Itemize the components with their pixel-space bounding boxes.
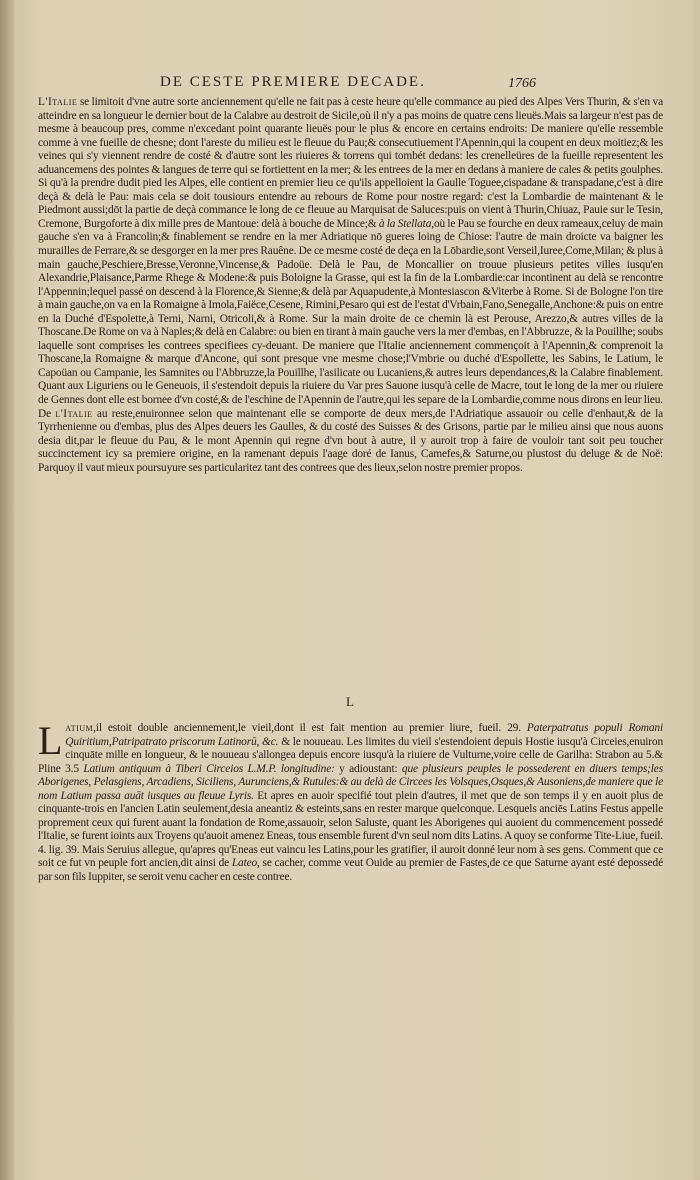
text-run: ,il estoit double anciennement,le vieil,dont il est fait mention au premier liure, fueil. 29. — [93, 722, 527, 734]
text-run: l'Italie — [55, 407, 93, 420]
text-run: ,où le Pau se fourche en deux rameaux,celuy de main gauche s'en va à Francolin;& finablement se rendre en la mer Adriatique nō gueres loing de Chiose: l'autre de main droicte va baigner les murailles de Ferrare,& se desgorger en la mer pres Rauêne. De ce mesme costé de deça en la Lōbardie,sont Verseil,Iuree,Come,Milan; & plus à main gauche,Peschiere,Bresse,Veronne,Vincense,& Padoüe. Delà le Pau, de Moncallier on trouue plusieurs petites villes iusqu'en Alexandrie,Plaisance,Parme Rhege & Modene:& puis Boloigne la Grasse, qui est la fin de la Lombardie:car incontinent au delà se rencontre l'Appennin;lequel passé on descend à la Florence,& Sienne;& delà par Aquapudente,à Montesiascon &Viterbe à Rome. Si de Bologne l'on tire à main gauche,on va en la Romaigne à Imola,Faiëce,Cesene, Rimini,Pesaro qui est de l'estat d'Vrbain,Fano,Senegalle,Anchone:& puis on entre en la Duché d'Espolette,à Terni, Narni, Otricoli,& à Rome. Sur la main droite de ce chemin là est Perouse, Arezzo,& autres villes de la Thoscane.De Rome on va à Naples;& delà en Calabre: ou bien en tirant à main gauche vers la mer d'embas, en l'Abbruzze, & la Pouillhe; soubs laquelle sont comprises les contrees specifiees cy-deuant. De maniere que l'Italie anciennement commençoit à l'Apennin,& comprenoit la Thoscane,la Romaigne & marque d'Ancone, qui sont presque vne mesme chose;l'Vmbrie ou duché d'Espollette, les Sabins, le Latium, le Capoüan ou Campanie, les Samnites ou l'Abbruzze,la Pouillhe, l'asilicate ou Lucaniens,& autres leurs dependances,& la Calabre finablement. Quant aux Liguriens ou le Geneuois, il s'estendoit depuis la riuiere du Var pres Sauone iusqu'à celle de Macre, tout le long de la mer ou riuiere de Gennes dont elle est bornee d'vn costé,& de l'eschine de l'Apennin de l'autre,qui les separe de la Lombardie,comme nous dirons en leur lieu. De — [38, 217, 663, 420]
text-run: L' — [38, 96, 49, 108]
text-run: y adioustant: — [334, 762, 402, 775]
text-run: Latium antiquum à Tiberi Circeios L.M.P. longitudine: — [83, 762, 335, 775]
paragraph-italie-body — [38, 96, 663, 475]
page-gutter-shadow — [0, 0, 14, 1180]
drop-cap-letter: L — [38, 718, 63, 763]
running-head: DE CESTE PREMIERE DECADE. — [160, 74, 426, 90]
paragraph-latium-body — [38, 718, 663, 885]
text-run: , se cacher, comme veut Ouide au premier de Fastes,de ce que Saturne ayant esté depossedé par son fils Iuppiter, se seroit venu cacher en ceste contree. — [38, 857, 663, 884]
section-letter: L — [346, 694, 354, 709]
text-run: atium — [65, 722, 94, 734]
paragraph-italie — [38, 96, 663, 696]
text-run: que plusieurs peuples le possederent en diuers temps;les Aborigenes, Pelasgiens, Arcadiens, Siciliens, Aurunciens,& Rutules:& au delà de Circees les Volsques,Osques,& Ausoniens,de maniere que le nom Latium passa auāt iusques au fleuue Lyris. — [38, 762, 663, 802]
text-run: se limitoit d'vne autre sorte anciennement qu'elle ne fait pas à ceste heure qu'elle commance au pied des Alpes Vers Thurin, & s'en va atteindre en sa longueur le dernier bout de la Calabre au destroit de Sicile,où il n'y a pas moins de quatre cens lieuës.Mais sa largeur n'est pas de mesme à beaucoup pres, comme n'excedant point quarante lieuës pour le plus & encore en certains endroits: De maniere qu'elle ressemble comme à vne fueille de chesne; dont l'areste du milieu est le fleuue du Pau;& consecutiuement l'Apennin,qui la coupent en deux moitiez;& les veines qui s'y viennent rendre de costé & d'autre sont les riuieres & torrens qui tombét dedans: les crenelleüres de la fueille representent les aduancemens des pointes & langues de terre qui se fortiettent en la mer; & les entrees de la mer en dedans à maniere de cales & petits goulphes. Si qu'à la prendre dudit pied les Alpes, elle contient en premier lieu ce qu'ils appelloient la Gaulle Toguee,cispadane & transpadane,c'est à dire deçà & delà le Pau: mais cela se doit tousiours entendre au rebours de Rome pour nostre regard: c'est la Lombardie de maintenant & le Piedmont aussi;dōt la partie de deçà commance le long de ce fleuue au Marquisat de Saluces:puis on vient à Thurin,Chiuaz, Pauie sur le Tesin, Cremone, Burgoforte à dix mille pres de Mantoue: delà à bouche de Mince;& — [38, 96, 663, 230]
text-run: Italie — [48, 96, 78, 108]
text-run: Et apres en auoir specifié tout plein d'autres, il met que de son temps il y en auoit plus de cinquante-trois en l'ancien Latin seulement,desia aneantiz & esteints,sans en rester marque quelconque. Lesquels anciēs Latins Festus appelle proprement ceux qui furent auant la fondation de Rome,assauoir, selon Saluste, quant les Aborigenes qui auoient du commencement possedé l'Italie, se furent ioints aux Troyens qu'auoit amenez Eneas, tous ensemble furent d'vn seul nom dits Latins. A quoy se conforme Tite-Liue, fueil. 4. lig. 39. Mais Seruius allegue, qu'apres qu'Eneas eut vaincu les Latins,pour les gratifier, il auroit donné leur nom à ses gens. Comment que ce soit ce fut vn peuple fort ancien,dit ainsi de — [38, 789, 663, 870]
text-run: au reste,enuironnee selon que maintenant elle se comporte de deux mers,de l'Adriatique assauoir ou celle d'enhaut,& de la Tyrrhenienne ou d'embas, plus des Alpes deuers les Gaulles, & du costé des Suisses & des Grisons, partie par le milieu ainsi que nous auons desia dit,par le fleuue du Pau, & le mont Apennin qui regne d'vn bout à autre, il y auroit trop à faire de vouloir tant soit peu toucher succinctement icy sa premiere origine, en la ramenant depuis l'aage doré de Ianus, Camefes,& Saturne,ou plustost du deluge & de Noë: Parquoy il vaut mieux poursuyure ses particularitez tant des contrees que des lieux,selon nostre premier propos. — [38, 407, 663, 474]
folio-number: 1766 — [508, 76, 536, 91]
paragraph-latium — [38, 718, 663, 992]
text-run: & le nouueau. Les limites du vieil s'estendoient depuis Hostie iusqu'à Circeies,enuiron cinquāte mille en longueur, & le nouueau s'allongea depuis encore iusqu'à la riuiere de Vulturne,voire celle de Garilha: Strabon au 5.& Pline 3.5 — [38, 735, 663, 775]
text-run: Paterpatratus populi Romani Quiritium,Patripatrato priscorum Latinorū, &c. — [65, 722, 663, 748]
text-run: à la Stellata — [378, 217, 432, 230]
text-run: Lateo — [231, 857, 258, 870]
